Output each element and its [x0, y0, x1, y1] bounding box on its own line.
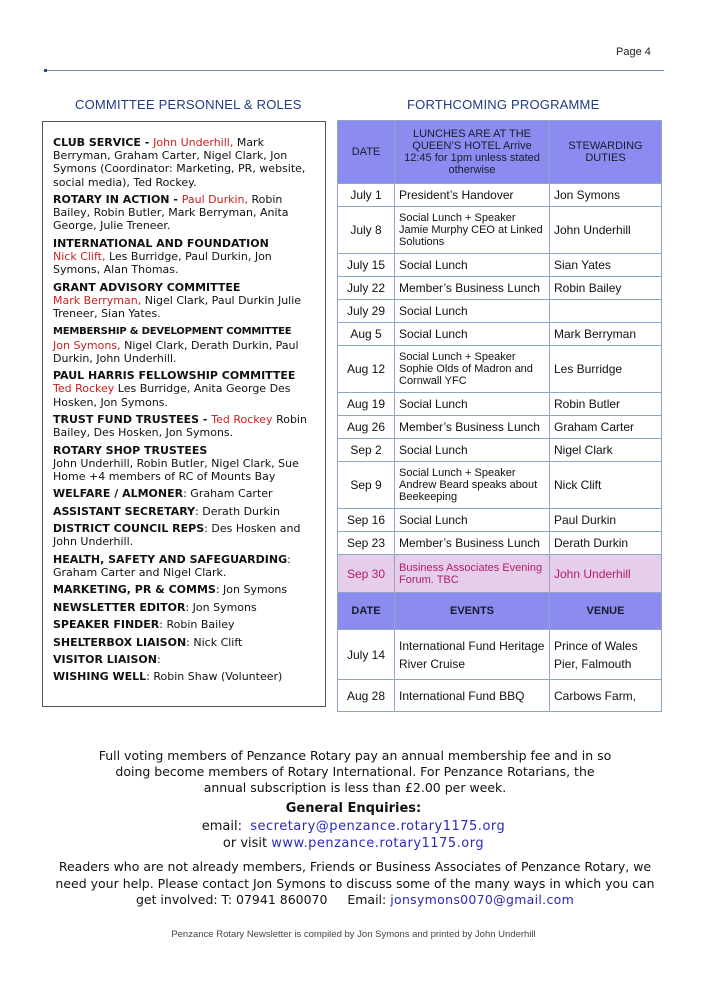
- committee-role: MEMBERSHIP & DEVELOPMENT COMMITTEE: [53, 326, 292, 338]
- programme-date: Aug 26: [338, 416, 395, 439]
- committee-members: Robin Bailey, Des Hosken, Jon Symons.: [53, 412, 307, 440]
- committee-role: PAUL HARRIS FELLOWSHIP COMMITTEE: [53, 369, 296, 383]
- header-rule: [44, 70, 664, 71]
- programme-date: Aug 12: [338, 346, 395, 393]
- programme-row: [338, 416, 662, 439]
- event-event: International Fund BBQ: [395, 680, 550, 712]
- programme-date: Sep 30: [338, 555, 395, 593]
- event-event: International Fund Heritage River Cruise: [395, 630, 550, 680]
- committee-entry: [53, 324, 317, 365]
- visit-label: or visit: [222, 836, 268, 851]
- programme-date: Aug 19: [338, 393, 395, 416]
- committee-title: COMMITTEE PERSONNEL & ROLES: [75, 97, 302, 112]
- header-stewarding: STEWARDING DUTIES: [550, 121, 662, 184]
- committee-chair: Ted Rockey: [211, 412, 273, 426]
- committee-role: ROTARY IN ACTION -: [53, 193, 182, 206]
- committee-chair: Paul Durkin,: [181, 193, 249, 206]
- event-venue: Carbows Farm,: [550, 680, 662, 712]
- programme-event: Social Lunch + Speaker Andrew Beard speaks about Beekeeping: [395, 462, 550, 509]
- committee-entry: [53, 487, 317, 500]
- committee-members: Nigel Clark, Paul Durkin Julie Treneer, Sian Yates.: [53, 293, 302, 320]
- programme-event: Social Lunch: [395, 393, 550, 416]
- programme-duty: [550, 300, 662, 323]
- committee-entry: [53, 369, 317, 409]
- committee-entry: [53, 136, 317, 189]
- help-text: Readers who are not already members, Friends or Business Associates of Penzance Rotary, we need your help. Please contact Jon Symons to discuss some of the many ways in which you can get involved: T: 07941 860070: [55, 859, 655, 907]
- committee-members: Nigel Clark, Derath Durkin, Paul Durkin, John Underhill.: [53, 338, 299, 365]
- committee-role: GRANT ADVISORY COMMITTEE: [53, 280, 241, 294]
- programme-duty: Mark Berryman: [550, 323, 662, 346]
- programme-duty: Les Burridge: [550, 346, 662, 393]
- programme-duty: Robin Butler: [550, 393, 662, 416]
- programme-date: July 15: [338, 254, 395, 277]
- committee-entry: [53, 237, 317, 277]
- programme-row: [338, 207, 662, 254]
- events-header-venue: VENUE: [550, 593, 662, 630]
- programme-title: FORTHCOMING PROGRAMME: [407, 97, 600, 112]
- event-row: [338, 630, 662, 680]
- email-label: email:: [201, 819, 242, 834]
- committee-members: Les Burridge, Anita George Des Hosken, Jon Symons.: [53, 382, 291, 409]
- programme-duty: Jon Symons: [550, 184, 662, 207]
- programme-row: [338, 393, 662, 416]
- committee-role: TRUST FUND TRUSTEES -: [53, 412, 212, 426]
- membership-text: Full voting members of Penzance Rotary pay an annual membership fee and in so doing become members of Rotary International. For Penzance Rotarians, the annual subscription is less than £2.00 per week.: [98, 748, 612, 795]
- programme-date: July 1: [338, 184, 395, 207]
- committee-box: [42, 121, 326, 707]
- committee-entry: [53, 670, 317, 683]
- programme-date: Sep 16: [338, 509, 395, 532]
- committee-role: VISITOR LIAISON: [53, 652, 157, 666]
- committee-role: WISHING WELL: [53, 670, 147, 684]
- programme-row: [338, 555, 662, 593]
- committee-entry: [53, 618, 317, 631]
- programme-event: Social Lunch: [395, 254, 550, 277]
- committee-role: ASSISTANT SECRETARY: [53, 504, 196, 518]
- event-row: [338, 680, 662, 712]
- committee-entry: [53, 505, 317, 518]
- committee-members: :: [156, 652, 161, 666]
- committee-role: INTERNATIONAL AND FOUNDATION: [53, 236, 269, 250]
- committee-entry: [53, 413, 317, 439]
- committee-members: : Derath Durkin: [195, 504, 280, 518]
- programme-date: July 22: [338, 277, 395, 300]
- committee-chair: Ted Rockey: [53, 382, 115, 396]
- programme-row: [338, 254, 662, 277]
- event-date: Aug 28: [338, 680, 395, 712]
- programme-event: Social Lunch: [395, 323, 550, 346]
- committee-members: Mark Berryman, Graham Carter, Nigel Clark, Jon Symons (Coordinator: Marketing, PR, website, social media), Ted Rockey.: [53, 136, 306, 189]
- programme-row: [338, 300, 662, 323]
- programme-duty: John Underhill: [550, 555, 662, 593]
- programme-row: [338, 439, 662, 462]
- programme-event: President’s Handover: [395, 184, 550, 207]
- programme-row: [338, 277, 662, 300]
- committee-role: WELFARE / ALMONER: [53, 487, 184, 501]
- committee-members: : Robin Shaw (Volunteer): [146, 670, 283, 684]
- event-venue: Prince of Wales Pier, Falmouth: [550, 630, 662, 680]
- secretary-email-link[interactable]: secretary@penzance.rotary1175.org: [250, 819, 506, 834]
- programme-event: Social Lunch: [395, 439, 550, 462]
- committee-role: HEALTH, SAFETY AND SAFEGUARDING: [53, 552, 288, 566]
- committee-entry: [53, 444, 317, 484]
- committee-role: CLUB SERVICE -: [53, 136, 154, 149]
- programme-row: [338, 532, 662, 555]
- programme-date: July 8: [338, 207, 395, 254]
- programme-duty: Sian Yates: [550, 254, 662, 277]
- events-header-row: [338, 593, 662, 630]
- help-text-block: [45, 859, 665, 909]
- committee-members: Robin Bailey, Robin Butler, Mark Berryman, Anita George, Julie Treneer.: [53, 193, 289, 233]
- programme-date: Sep 23: [338, 532, 395, 555]
- programme-date: Sep 9: [338, 462, 395, 509]
- programme-row: [338, 346, 662, 393]
- committee-entry: [53, 553, 317, 579]
- enquiries-title: General Enquiries:: [285, 801, 422, 816]
- programme-date: Aug 5: [338, 323, 395, 346]
- visit-line: [0, 836, 707, 851]
- committee-members: John Underhill, Robin Butler, Nigel Clark, Sue Home +4 members of RC of Mounts Bay: [53, 456, 299, 483]
- programme-row: [338, 184, 662, 207]
- programme-duty: Nigel Clark: [550, 439, 662, 462]
- programme-duty: Robin Bailey: [550, 277, 662, 300]
- committee-members: : Robin Bailey: [159, 618, 235, 632]
- committee-role: NEWSLETTER EDITOR: [53, 600, 186, 614]
- programme-event: Business Associates Evening Forum. TBC: [395, 555, 550, 593]
- committee-entry: [53, 636, 317, 649]
- programme-duty: Graham Carter: [550, 416, 662, 439]
- committee-chair: John Underhill,: [153, 136, 234, 149]
- programme-event: Member’s Business Lunch: [395, 532, 550, 555]
- committee-members: : Graham Carter: [183, 487, 273, 501]
- committee-entry: [53, 601, 317, 614]
- programme-event: Social Lunch + Speaker Sophie Olds of Madron and Cornwall YFC: [395, 346, 550, 393]
- committee-entry: [53, 522, 317, 548]
- programme-header-row: [338, 121, 662, 184]
- committee-entry: [53, 281, 317, 321]
- committee-chair: Nick Clift,: [53, 250, 106, 263]
- email-line: [0, 819, 707, 834]
- committee-role: SHELTERBOX LIAISON: [53, 635, 187, 649]
- committee-members: Les Burridge, Paul Durkin, Jon Symons, Alan Thomas.: [53, 250, 272, 277]
- contact-email-link[interactable]: jonsymons0070@gmail.com: [390, 892, 575, 907]
- programme-duty: John Underhill: [550, 207, 662, 254]
- event-date: July 14: [338, 630, 395, 680]
- programme-event: Social Lunch + Speaker Jamie Murphy CEO at Linked Solutions: [395, 207, 550, 254]
- header-lunches: LUNCHES ARE AT THE QUEEN’S HOTEL Arrive 12:45 for 1pm unless stated otherwise: [395, 121, 550, 184]
- committee-members: : Graham Carter and Nigel Clark.: [53, 552, 291, 579]
- website-link[interactable]: www.penzance.rotary1175.org: [271, 836, 485, 851]
- programme-date: Sep 2: [338, 439, 395, 462]
- programme-duty: Derath Durkin: [550, 532, 662, 555]
- committee-chair: Jon Symons,: [53, 338, 121, 352]
- programme-event: Member’s Business Lunch: [395, 416, 550, 439]
- credit-line: Penzance Rotary Newsletter is compiled by Jon Symons and printed by John Underhill: [171, 929, 536, 940]
- programme-row: [338, 323, 662, 346]
- committee-members: : Jon Symons: [215, 583, 288, 597]
- programme-event: Social Lunch: [395, 509, 550, 532]
- page-number: Page 4: [616, 46, 651, 58]
- programme-date: July 29: [338, 300, 395, 323]
- events-header-date: DATE: [338, 593, 395, 630]
- committee-role: SPEAKER FINDER: [53, 618, 160, 632]
- committee-members: : Jon Symons: [185, 600, 257, 614]
- programme-event: Social Lunch: [395, 300, 550, 323]
- committee-entry: [53, 653, 317, 666]
- email2-label: Email:: [347, 892, 387, 907]
- committee-role: DISTRICT COUNCIL REPS: [53, 522, 205, 536]
- programme-row: [338, 462, 662, 509]
- programme-table: [337, 120, 662, 712]
- committee-role: MARKETING, PR & COMMS: [53, 583, 216, 597]
- committee-members: : Nick Clift: [186, 635, 243, 649]
- programme-duty: Paul Durkin: [550, 509, 662, 532]
- programme-event: Member’s Business Lunch: [395, 277, 550, 300]
- committee-entry: [53, 583, 317, 596]
- events-header-events: EVENTS: [395, 593, 550, 630]
- header-date: DATE: [338, 121, 395, 184]
- programme-duty: Nick Clift: [550, 462, 662, 509]
- programme-row: [338, 509, 662, 532]
- committee-chair: Mark Berryman,: [53, 293, 142, 307]
- committee-entry: [53, 193, 317, 233]
- committee-role: ROTARY SHOP TRUSTEES: [53, 443, 208, 457]
- committee-members: : Des Hosken and John Underhill.: [53, 522, 301, 549]
